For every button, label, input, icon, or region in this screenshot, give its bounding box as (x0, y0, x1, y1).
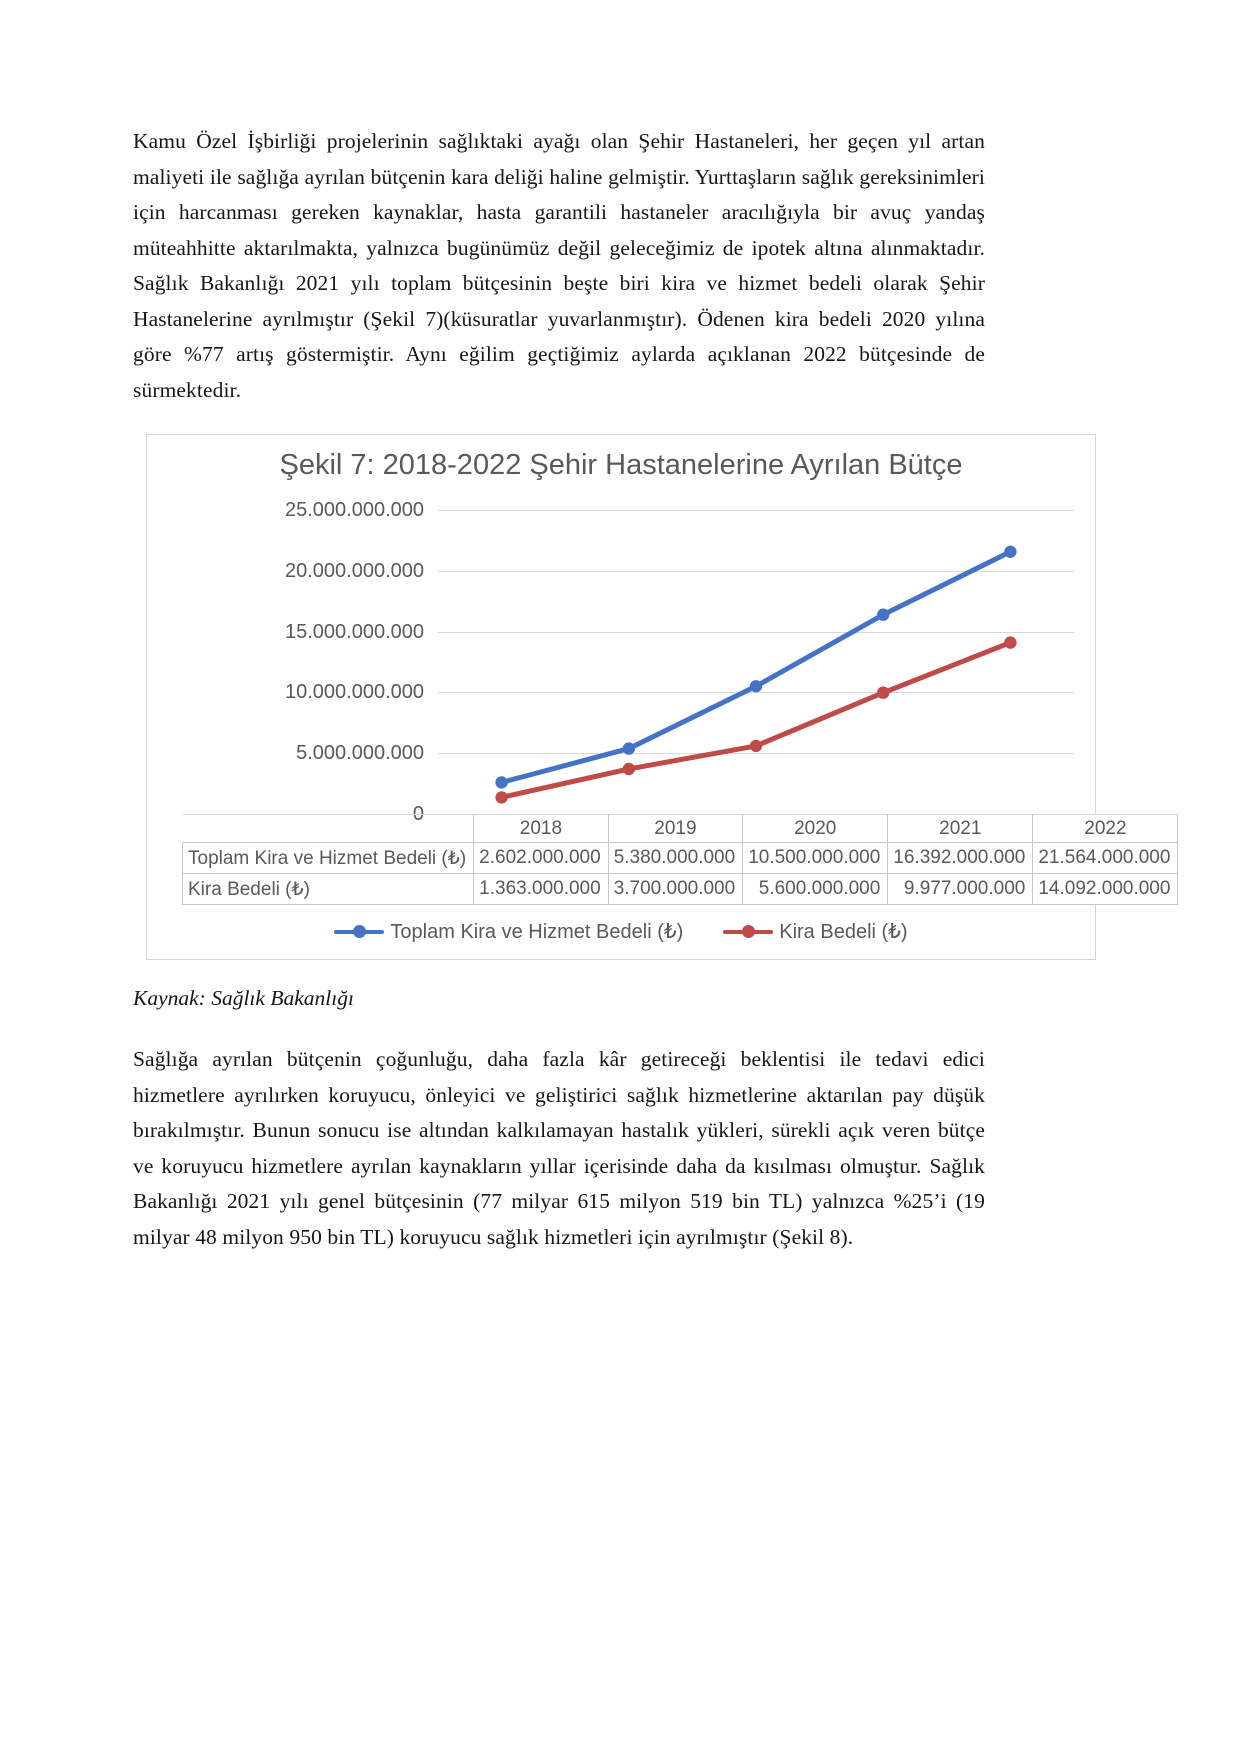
x-axis-category-label: 2018 (474, 815, 609, 843)
data-point-marker (623, 763, 635, 775)
data-point-marker (623, 742, 635, 754)
x-axis-category-label: 2020 (743, 815, 888, 843)
legend-item (334, 919, 683, 944)
chart-data-table (182, 814, 1178, 905)
series-row-label: Toplam Kira ve Hizmet Bedeli (₺) (183, 843, 474, 874)
body-paragraph-1: Kamu Özel İşbirliği projelerinin sağlıktaki ayağı olan Şehir Hastaneleri, her geçen yıl artan maliyeti ile sağlığa ayrılan bütçenin kara deliği haline gelmiştir. Yurttaşların sağlık gereksinimleri için harcanması gereken kaynaklar, hasta garantili hastaneler aracılığıyla bir avuç yandaş müteahhitte aktarılmakta, yalnızca bugünümüz değil geleceğimiz de ipotek altına alınmaktadır. Sağlık Bakanlığı 2021 yılı toplam bütçesinin beşte biri kira ve hizmet bedeli olarak Şehir Hastanelerine ayrılmıştır (Şekil 7)(küsuratlar yuvarlanmıştır). Ödenen kira bedeli 2020 yılına göre %77 artış göstermiştir. Aynı eğilim geçtiğimiz aylarda açıklanan 2022 bütçesinde de sürmektedir. (133, 129, 985, 402)
body-paragraph-2: Sağlığa ayrılan bütçenin çoğunluğu, daha fazla kâr getireceği beklentisi ile tedavi edici hizmetlere ayrılırken koruyucu, önleyici ve geliştirici sağlık hizmetlerine aktarılan pay düşük bırakılmıştır. Bunun sonucu ise altından kalkılamayan hastalık yükleri, sürekli açık veren bütçe ve koruyucu hizmetlere ayrılan kaynakların yıllar içerisinde daha da kısılması olmuştur. Sağlık Bakanlığı 2021 yılı genel bütçesinin (77 milyar 615 milyon 519 bin TL) yalnızca %25’i (19 milyar 48 milyon 950 bin TL) koruyucu sağlık hizmetleri için ayrılmıştır (Şekil 8). (133, 1047, 985, 1249)
figure-7-chart (146, 434, 1171, 960)
table-value-cell: 10.500.000.000 (743, 843, 888, 874)
y-axis-tick-label: 20.000.000.000 (284, 559, 424, 582)
legend-label: Toplam Kira ve Hizmet Bedeli (₺) (390, 921, 684, 943)
chart-legend (147, 919, 1095, 944)
line-chart-canvas (438, 510, 1074, 828)
source-note: Kaynak: Sağlık Bakanlığı (133, 986, 354, 1010)
data-table (182, 814, 1178, 905)
y-axis-tick-label: 0 (412, 803, 424, 825)
table-value-cell: 21.564.000.000 (1033, 843, 1178, 874)
table-row (183, 843, 1178, 874)
table-value-cell: 9.977.000.000 (888, 874, 1033, 905)
data-point-marker (1004, 546, 1016, 558)
data-point-marker (877, 687, 889, 699)
y-axis-tick-label: 5.000.000.000 (296, 742, 424, 765)
table-row (183, 874, 1178, 905)
table-value-cell: 16.392.000.000 (888, 843, 1033, 874)
data-point-marker (495, 776, 507, 788)
line-series (502, 643, 1011, 798)
data-point-marker (750, 740, 762, 752)
legend-line-marker-icon (334, 925, 384, 938)
legend-label: Kira Bedeli (₺) (779, 921, 908, 943)
table-value-cell: 5.380.000.000 (608, 843, 743, 874)
y-axis-tick-label: 10.000.000.000 (284, 681, 424, 704)
table-corner-cell (183, 815, 474, 843)
y-axis-tick-label: 15.000.000.000 (284, 620, 424, 643)
series-row-label: Kira Bedeli (₺) (183, 874, 474, 905)
legend-line-marker-icon (723, 925, 773, 938)
table-value-cell: 2.602.000.000 (474, 843, 609, 874)
x-axis-category-label: 2022 (1033, 815, 1178, 843)
x-axis-category-label: 2021 (888, 815, 1033, 843)
x-axis-category-label: 2019 (608, 815, 743, 843)
table-value-cell: 5.600.000.000 (743, 874, 888, 905)
table-value-cell: 14.092.000.000 (1033, 874, 1178, 905)
table-value-cell: 1.363.000.000 (474, 874, 609, 905)
y-axis-tick-label: 25.000.000.000 (284, 499, 424, 521)
table-value-cell: 3.700.000.000 (608, 874, 743, 905)
data-point-marker (1004, 636, 1016, 648)
legend-item (723, 919, 907, 944)
data-point-marker (750, 680, 762, 692)
chart-title: Şekil 7: 2018-2022 Şehir Hastanelerine Ayrılan Bütçe (279, 449, 963, 481)
data-point-marker (877, 609, 889, 621)
data-point-marker (495, 791, 507, 803)
